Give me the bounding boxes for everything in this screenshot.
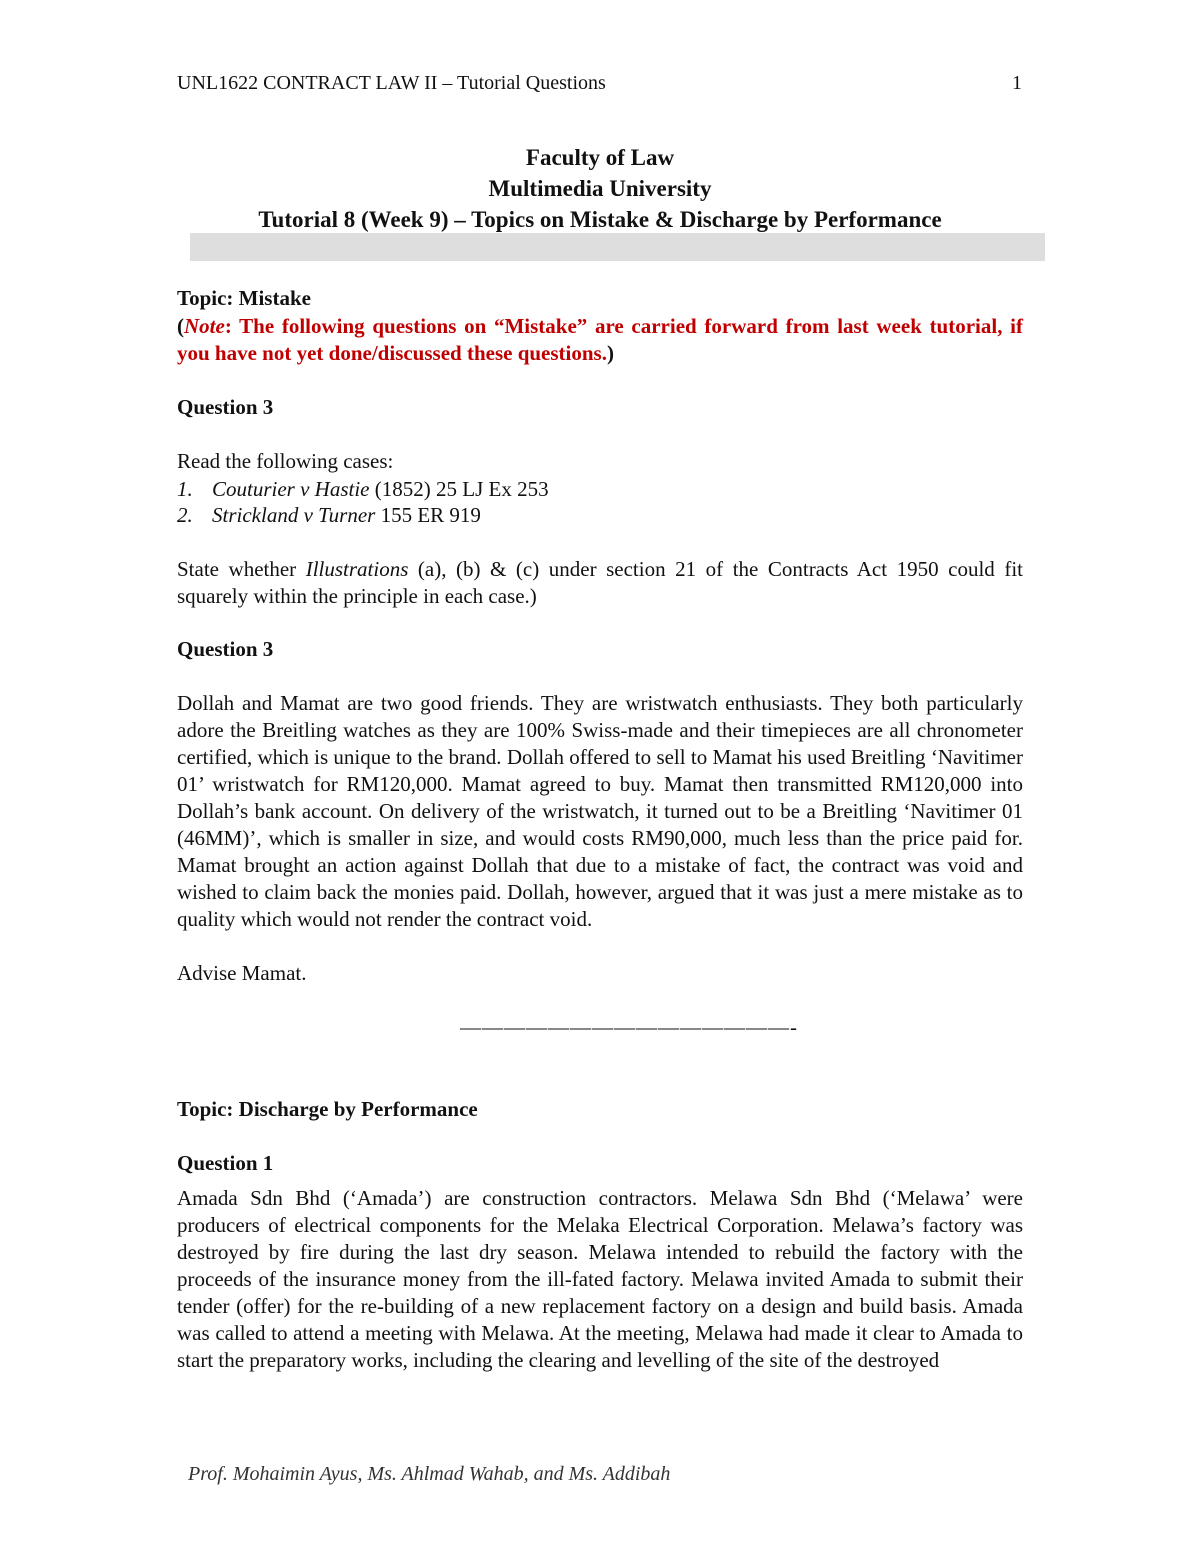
- question-3a-text-before: State whether: [177, 557, 306, 581]
- case-number: 2.: [177, 503, 193, 527]
- question-3a-body: [177, 556, 1023, 610]
- page-number: 1: [1012, 72, 1022, 94]
- question-3a-heading: Question 3: [177, 395, 274, 419]
- footer-authors: Prof. Mohaimin Ayus, Ms. Ahlmad Wahab, and Ms. Addibah: [188, 1463, 671, 1485]
- note-close-paren: ): [606, 341, 614, 365]
- note-open-paren: (: [177, 314, 184, 338]
- case-citation: (1852) 25 LJ Ex 253: [369, 477, 549, 501]
- note-text: : The following questions on “Mistake” are carried forward from last week tutorial, if you have not yet done/discussed these questions.: [177, 314, 1023, 365]
- question-1-body: Amada Sdn Bhd (‘Amada’) are construction contractors. Melawa Sdn Bhd (‘Melawa’ were producers of electrical components for the Melaka Electrical Corporation. Melawa’s factory was destroyed by fire during the last dry season. Melawa intended to rebuild the factory with the proceeds of the insurance money from the ill-fated factory. Melawa invited Amada to submit their tender (offer) for the re-building of a new replacement factory on a design and build basis. Amada was called to attend a meeting with Melawa. At the meeting, Melawa had made it clear to Amada to start the preparatory works, including the clearing and levelling of the site of the destroyed: [177, 1186, 1023, 1372]
- university-title: Multimedia University: [488, 176, 712, 201]
- case-list: [177, 476, 549, 528]
- question-1-heading: Question 1: [177, 1151, 274, 1175]
- case-citation: 155 ER 919: [375, 503, 481, 527]
- running-header: UNL1622 CONTRACT LAW II – Tutorial Questions: [177, 72, 606, 94]
- topic-mistake-heading: Topic: Mistake: [177, 286, 311, 310]
- title-block: [170, 142, 1030, 235]
- section-separator: ———————————————-: [460, 1015, 798, 1039]
- case-number: 1.: [177, 477, 193, 501]
- illustrations-term: Illustrations: [305, 557, 409, 581]
- grey-divider-bar: [190, 233, 1045, 261]
- case-item: [177, 502, 549, 528]
- topic-mistake-note: [177, 313, 1023, 367]
- question-3b-body: Dollah and Mamat are two good friends. They are wristwatch enthusiasts. They both particularly adore the Breitling watches as they are 100% Swiss-made and their timepieces are all chronometer certified, which is unique to the brand. Dollah offered to sell to Mamat his used Breitling ‘Navitimer 01’ wristwatch for RM120,000. Mamat agreed to buy. Mamat then transmitted RM120,000 into Dollah’s bank account. On delivery of the wristwatch, it turned out to be a Breitling ‘Navitimer 01 (46MM)’, which is smaller in size, and would costs RM90,000, much less than the price paid for. Mamat brought an action against Dollah that due to a mistake of fact, the contract was void and wished to claim back the monies paid. Dollah, however, argued that it was just a mere mistake as to quality which would not render the contract void.: [177, 691, 1023, 931]
- case-name: Strickland v Turner: [212, 503, 376, 527]
- question-3b-closing: Advise Mamat.: [177, 961, 307, 985]
- tutorial-title: Tutorial 8 (Week 9) – Topics on Mistake & Discharge by Performance: [258, 207, 942, 232]
- note-label: Note: [184, 314, 225, 338]
- faculty-title: Faculty of Law: [525, 145, 675, 170]
- question-3a-intro: Read the following cases:: [177, 449, 394, 473]
- question-3a-text-after: (a), (b) & (c) under section 21 of the Contracts Act 1950 could fit squarely within the principle in each case.): [177, 557, 1024, 608]
- topic-discharge-heading: Topic: Discharge by Performance: [177, 1097, 478, 1121]
- case-name: Couturier v Hastie: [212, 477, 370, 501]
- case-item: [177, 476, 549, 502]
- question-3b-heading: Question 3: [177, 637, 274, 661]
